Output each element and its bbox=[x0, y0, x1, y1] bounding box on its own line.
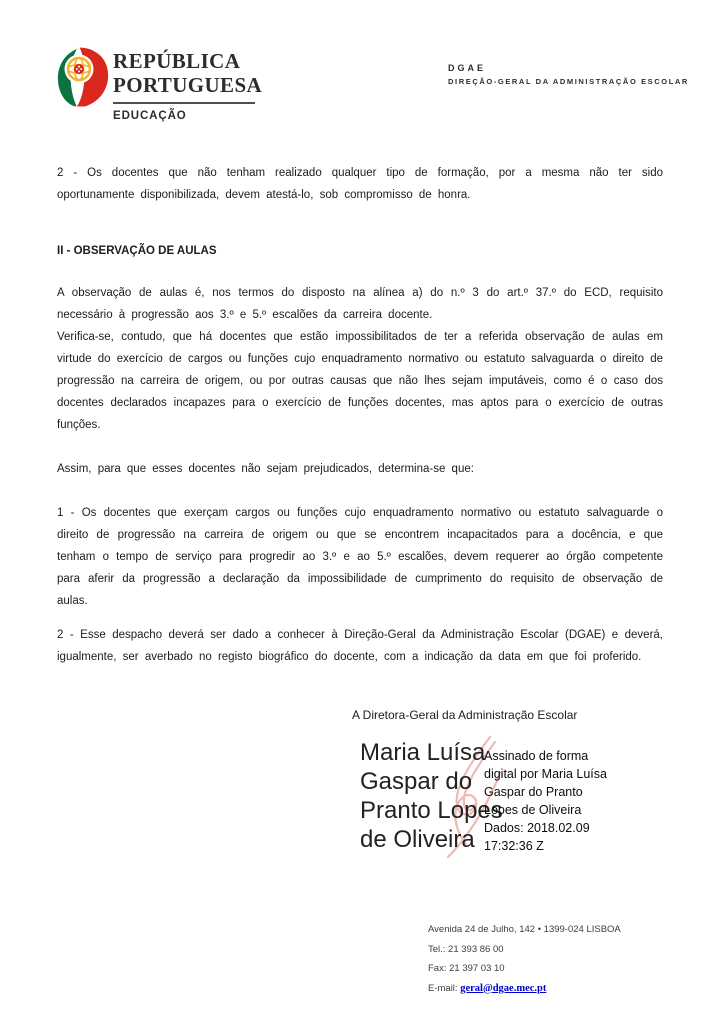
document-body bbox=[57, 162, 663, 668]
brand-line-republica: REPÚBLICA bbox=[113, 49, 241, 73]
brand-divider bbox=[113, 102, 255, 104]
footer-email-row bbox=[428, 979, 621, 999]
footer-contact-block bbox=[428, 920, 621, 998]
paragraph: 1 - Os docentes que exerçam cargos ou funções cujo enquadramento normativo ou estatuto salvaguarde o direito de progressão na carreira de origem ou que se encontrem incapacitados para a docência, e que tenham o tempo de serviço para progredir ao 3.º e ao 5.º escalões, devem requerer ao órgão competente para aferir da progressão a declaração da impossibilidade de cumprimento do requisito de observação de aulas. bbox=[57, 507, 663, 607]
signature-detail-line: Assinado de forma bbox=[484, 749, 589, 763]
signatory-role-title: A Diretora-Geral da Administração Escolar bbox=[352, 708, 578, 722]
org-full-name: DIREÇÃO-GERAL DA ADMINISTRAÇÃO ESCOLAR bbox=[448, 77, 689, 86]
footer-fax: Fax: 21 397 03 10 bbox=[428, 963, 505, 974]
org-acronym: DGAE bbox=[448, 63, 487, 73]
portuguese-republic-flag-icon bbox=[55, 47, 110, 108]
signature-detail-line: 17:32:36 Z bbox=[484, 839, 544, 853]
digital-signature-details bbox=[484, 747, 607, 855]
signature-detail-line: Gaspar do Pranto bbox=[484, 785, 583, 799]
paragraph: A observação de aulas é, nos termos do disposto na alínea a) do n.º 3 do art.º 37.º do ECD, requisito necessário à progressão aos 3.º e 5.º escalões da carreira docente. bbox=[57, 287, 663, 321]
paragraph: Verifica-se, contudo, que há docentes que estão impossibilitados de ter a referida observação de aulas em virtude do exercício de cargos ou funções cujo enquadramento normativo ou estatuto salvaguarda o direito de progressão na carreira de origem, ou por outras causas que não lhes sejam imputáveis, como é o caso dos docentes declarados incapazes para o exercício de funções docentes, mas aptos para o exercício de outras funções. bbox=[57, 331, 663, 431]
paragraph: Assim, para que esses docentes não sejam prejudicados, determina-se que: bbox=[57, 463, 474, 475]
footer-email-label: E-mail: bbox=[428, 982, 458, 994]
footer-address: Avenida 24 de Julho, 142 • 1399-024 LISBOA bbox=[428, 924, 621, 935]
email-link[interactable]: geral@dgae.mec.pt bbox=[460, 982, 547, 994]
brand-department: EDUCAÇÃO bbox=[113, 110, 187, 122]
signature-detail-line: digital por Maria Luísa bbox=[484, 767, 607, 781]
signatory-name-line: Pranto Lopes bbox=[360, 797, 503, 824]
paragraph: 2 - Os docentes que não tenham realizado qualquer tipo de formação, por a mesma não ter sido oportunamente disponibilizada, devem atestá-lo, sob compromisso de honra. bbox=[57, 167, 663, 201]
section-heading: II - OBSERVAÇÃO DE AULAS bbox=[57, 245, 217, 257]
org-header bbox=[448, 63, 689, 86]
signature-detail-line: Lopes de Oliveira bbox=[484, 803, 582, 817]
footer-telephone: Tel.: 21 393 86 00 bbox=[428, 943, 504, 955]
signatory-name-line: de Oliveira bbox=[360, 826, 475, 853]
signature-detail-line: Dados: 2018.02.09 bbox=[484, 821, 590, 835]
brand-line-portuguesa: PORTUGUESA bbox=[113, 73, 263, 97]
brand-wordmark bbox=[113, 49, 262, 122]
signatory-name bbox=[360, 738, 503, 854]
signatory-name-line: Maria Luísa bbox=[360, 739, 486, 766]
paragraph: 2 - Esse despacho deverá ser dado a conhecer à Direção-Geral da Administração Escolar (DGAE) e deverá, igualmente, ser averbado no registo biográfico do docente, com a indicação da data em que foi proferido. bbox=[57, 629, 663, 663]
paragraph-group bbox=[57, 282, 663, 436]
signatory-name-line: Gaspar do bbox=[360, 768, 473, 795]
